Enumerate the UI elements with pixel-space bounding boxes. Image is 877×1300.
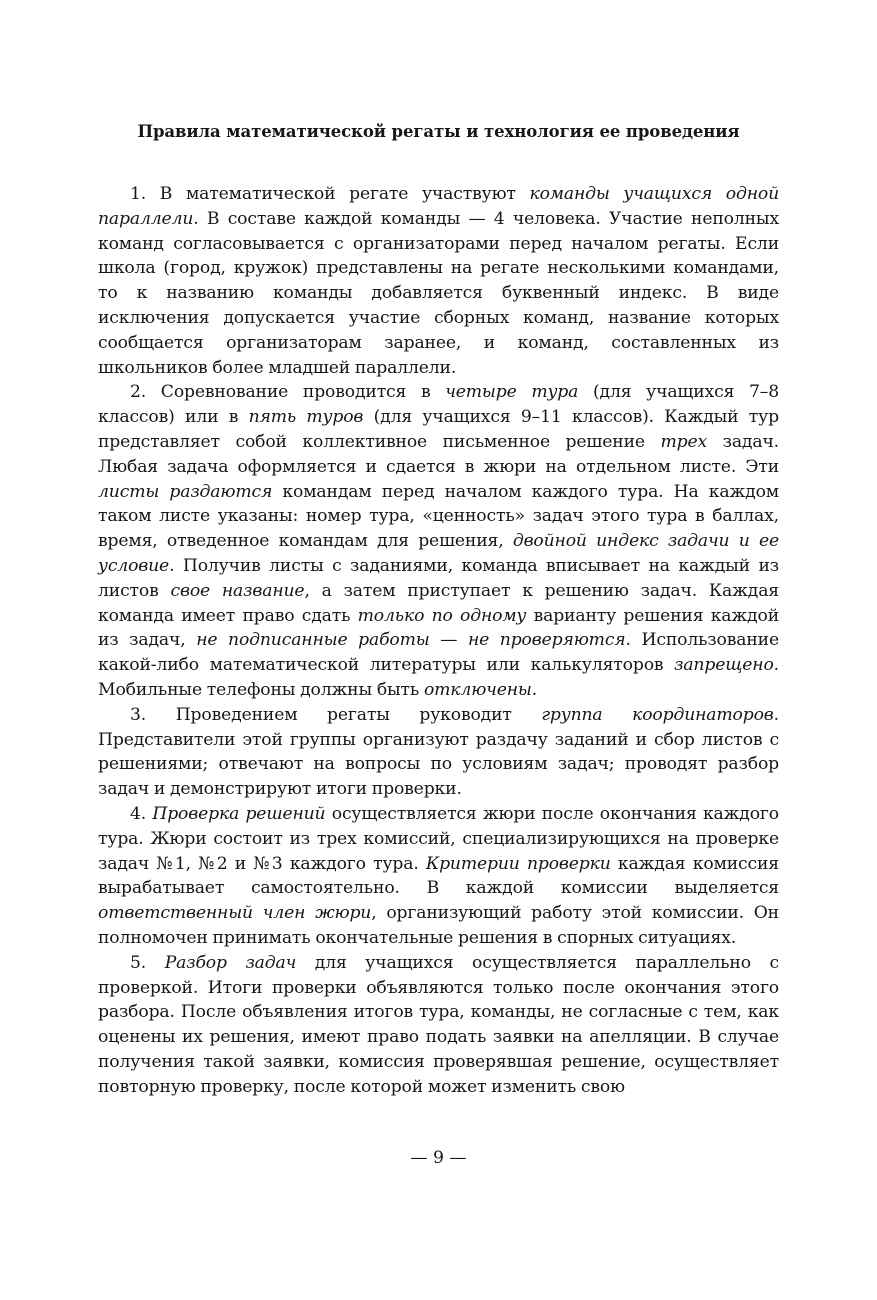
emphasis-text: не подписанные работы — не проверяются [196,630,626,651]
body-text: 5. [130,952,165,973]
body-text: командам перед началом каждого тура. На каждом таком листе указаны: номер тура, «ценность» задач этого тура в баллах, время, отведенное командам для решения, [98,481,779,552]
body-text: для учащихся осуществляется параллельно с проверкой. Итоги проверки объявляются только после окончания этого разбора. После объявления итогов тура, команды, не согласные с тем, как оценены их решения, имеют право подать заявки на апелляции. В случае получения такой заявки, комиссия проверявшая решение, осуществляет повторную проверку, после которой может изменить свою [98,952,779,1097]
rule-paragraph-4 [98,802,779,951]
page-number: — 9 — [410,1148,467,1168]
emphasis-text: запрещено [674,655,774,676]
emphasis-text: четыре тура [445,382,579,403]
body-text: 2. Соревнование проводится в [130,382,446,403]
rule-paragraph-1 [98,182,779,380]
emphasis-text: ответственный член жюри [98,903,372,924]
emphasis-text: команды учащихся одной параллели [98,184,779,229]
emphasis-text: Разбор задач [164,952,297,973]
emphasis-text: пять туров [248,407,364,428]
rule-paragraph-5 [98,951,779,1100]
body-text: задач. Любая задача оформляется и сдается в жюри на отдельном листе. Эти [98,431,779,477]
page-title: Правила математической регаты и технология ее проведения [137,122,740,141]
emphasis-text: двойной индекс задачи и ее условие [98,531,779,576]
page-body [98,120,779,1099]
emphasis-text: Проверка решений [152,803,326,824]
body-text: (для учащихся 7–8 классов) или в [98,382,779,428]
body-text: осуществляется жюри после окончания каждого тура. Жюри состоит из трех комиссий, специализирующихся на проверке задач №1, №2 и №3 каждого тура. [98,803,779,874]
emphasis-text: Критерии проверки [425,853,611,874]
body-text: , организующий работу этой комиссии. Он полномочен принимать окончательные решения в спорных ситуациях. [98,903,779,948]
body-text: (для учащихся 9–11 классов). Каждый тур представляет собой коллективное письменное решение [98,407,779,452]
body-text: . Мобильные телефоны должны быть [98,655,779,700]
emphasis-text: листы раздаются [98,481,273,502]
body-text: варианту решения каждой из задач, [98,605,779,651]
body-text: . В составе каждой команды — 4 человека. Участие неполных команд согласовывается с организаторами перед началом регаты. Если школа (город, кружок) представлены на регате несколькими командами, то к названию команды добавляется буквенный индекс. В виде исключения допускается участие сборных команд, название которых сообщается организаторам заранее, и команд, составленных из школьников более младшей параллели. [98,208,779,378]
body-text: . Использование какой-либо математической литературы или калькуляторов [98,630,779,676]
body-text: , а затем приступает к решению задач. Каждая команда имеет право сдать [98,580,779,626]
rule-paragraph-2 [98,380,779,702]
emphasis-text: отключены [423,679,532,700]
rule-paragraph-3 [98,703,779,802]
body-text: . Представители этой группы организуют раздачу заданий и сбор листов с решениями; отвечают на вопросы по условиям задач; проводят разбор задач и демонстрируют итоги проверки. [98,704,779,800]
body-text: каждая комиссия вырабатывает самостоятельно. В каждой комиссии выделяется [98,853,779,899]
emphasis-text: группа координаторов [541,704,774,725]
body-text: 4. [130,803,153,824]
rules-text [98,182,779,1099]
body-text: 1. В математической регате участвуют [130,184,530,204]
emphasis-text: трех [660,431,708,452]
emphasis-text: свое название [170,580,305,601]
emphasis-text: только по одному [357,605,527,626]
body-text: 3. Проведением регаты руководит [130,704,542,725]
body-text: . [531,679,538,700]
body-text: . Получив листы с заданиями, команда вписывает на каждый из листов [98,555,779,601]
